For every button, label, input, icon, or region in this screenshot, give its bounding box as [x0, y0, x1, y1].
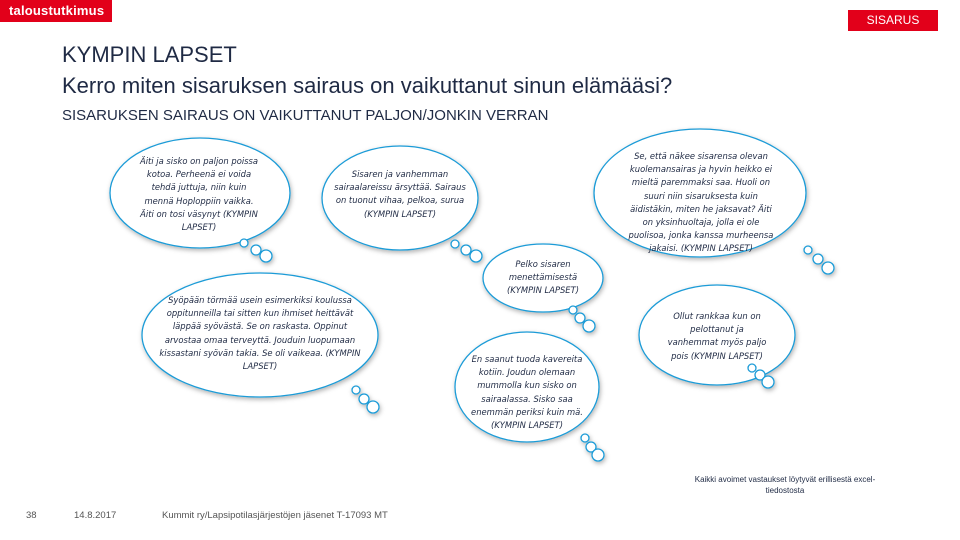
comment-1: Äiti ja sisko on paljon poissa kotoa. Perheenä ei voida tehdä juttuja, niin kuin mennä Hoploppiin vaikka. Äiti on tosi väsynyt (KYMPIN LAPSET) [139, 156, 259, 233]
subtitle: SISARUKSEN SAIRAUS ON VAIKUTTANUT PALJON/JONKIN VERRAN [62, 107, 549, 124]
section-badge: SISARUS [848, 10, 938, 31]
page-number: 38 [26, 510, 37, 521]
comment-5: Syöpään törmää usein esimerkiksi koulussa oppitunneilla tai sitten kun ihmiset heittävät läppää syövästä. Se on raskasta. Oppinut arvostaa omaa terveyttä. Jouduin luopumaan kissastani syövän takia. Se oli vaikeaa. (KYMPIN LAPSET) [159, 295, 361, 372]
footer-source: Kummit ry/Lapsipotilasjärjestöjen jäsenet T-17093 MT [162, 510, 388, 521]
comment-7: En saanut tuoda kavereita kotiin. Joudun olemaan mummolla kun sisko on sairaalassa. Sisko saa enemmän periksi kuin mä. (KYMPIN LAPSET) [471, 354, 583, 431]
footer-date: 14.8.2017 [74, 510, 117, 521]
comment-3: Se, että näkee sisarensa olevan kuolemansairas ja hyvin heikko ei mieltä paremmaksi saa. Huoli on suuri niin sisaruksesta kuin äidistäkin, miten he jaksavat? Äiti on yksinhuoltaja, jolla ei ole puolisoa, jonka kanssa murheensa jakaisi. (KYMPIN LAPSET) [628, 151, 774, 254]
comment-2: Sisaren ja vanhemman sairaalareissu ärsyttää. Sairaus on tuonut vihaa, pelkoa, surua (KYMPIN LAPSET) [334, 169, 466, 219]
taloustutkimus-logo: taloustutkimus [0, 0, 112, 22]
question-title: Kerro miten sisaruksen sairaus on vaikuttanut sinun elämääsi? [62, 73, 673, 98]
excel-note: Kaikki avoimet vastaukset löytyvät erillisestä excel-tiedostosta [694, 475, 876, 495]
page-title: KYMPIN LAPSET [62, 42, 237, 67]
comment-6: Ollut rankkaa kun on pelottanut ja vanhemmat myös paljo pois (KYMPIN LAPSET) [667, 311, 767, 361]
comment-4: Pelko sisaren menettämisestä (KYMPIN LAPSET) [507, 259, 579, 296]
